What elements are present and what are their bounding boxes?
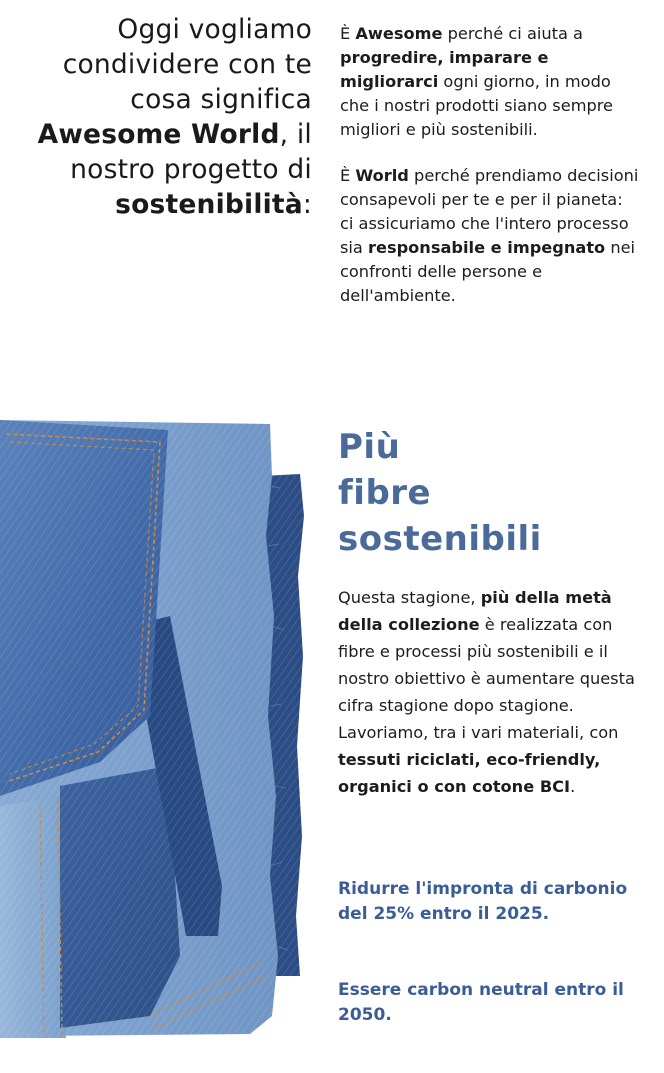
- bold-text: responsabile e impegnato: [368, 238, 606, 257]
- text: È: [340, 24, 356, 43]
- intro-line-5: nostro progetto di: [70, 154, 312, 185]
- section-body: [338, 584, 643, 800]
- intro-line-2: condividere con te: [62, 49, 312, 80]
- section-title-line-3: sostenibili: [338, 519, 542, 559]
- intro-brand: Awesome World: [37, 119, 280, 150]
- section-title-line-1: Più: [338, 427, 401, 467]
- text: .: [570, 777, 576, 796]
- denim-fabric-image: [0, 416, 310, 1038]
- text: perché ci aiuta a: [442, 24, 583, 43]
- bold-text: più della metà della collezione: [338, 588, 612, 634]
- bold-text: World: [355, 166, 409, 185]
- text: è realizzata con fibre e processi più sostenibili e il nostro obiettivo è aumentare questa cifra stagione dopo stagione. Lavoriamo, tra i vari materiali, con: [338, 615, 635, 742]
- text: È: [340, 166, 356, 185]
- goal-carbon-footprint: Ridurre l'impronta di carbonio del 25% entro il 2025.: [338, 879, 628, 924]
- intro-after-brand: , il: [279, 119, 312, 150]
- intro-line-3: cosa significa: [130, 84, 312, 115]
- intro-colon: :: [302, 189, 312, 220]
- section-title: [338, 424, 638, 562]
- section-title-line-2: fibre: [338, 473, 432, 513]
- goal-carbon-neutral: Essere carbon neutral entro il 2050.: [338, 980, 624, 1025]
- intro-description: [340, 22, 640, 330]
- intro-heading: [22, 12, 312, 222]
- text: Questa stagione,: [338, 588, 481, 607]
- text: ogni giorno, in modo che i nostri prodotti siano sempre migliori e più sostenibili.: [340, 72, 613, 139]
- intro-keyword: sostenibilità: [115, 189, 303, 220]
- text: nei confronti delle persone e dell'ambiente.: [340, 238, 636, 305]
- bold-text: Awesome: [355, 24, 443, 43]
- text: perché prendiamo decisioni consapevoli per te e per il pianeta: ci assicuriamo che l'intero processo sia: [340, 166, 639, 257]
- bold-text: tessuti riciclati, eco-friendly, organici o con cotone BCI: [338, 750, 601, 796]
- intro-line-1: Oggi vogliamo: [117, 14, 312, 45]
- bold-text: progredire, imparare e migliorarci: [340, 48, 549, 91]
- awesome-paragraph: [340, 22, 640, 142]
- world-paragraph: [340, 164, 640, 308]
